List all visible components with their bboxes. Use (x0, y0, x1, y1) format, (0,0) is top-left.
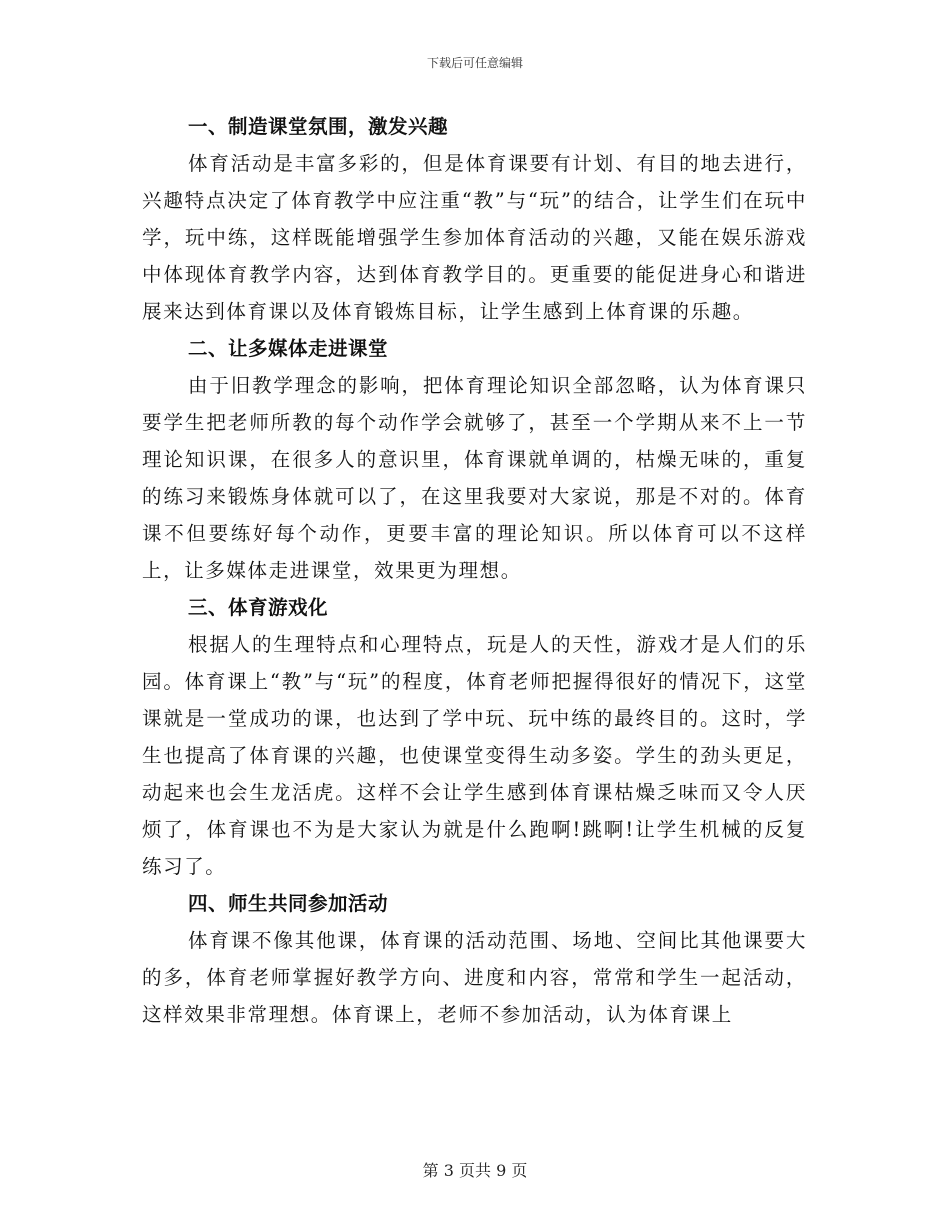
section-paragraph-3: 根据人的生理特点和心理特点，玩是人的天性，游戏才是人们的乐园。体育课上“教”与“玩”的程度，体育老师把握得很好的情况下，这堂课就是一堂成功的课，也达到了学中玩、玩中练的最终目的。这时，学生也提高了体育课的兴趣，也使课堂变得生动多姿。学生的劲头更足，动起来也会生龙活虎。这样不会让学生感到体育课枯燥乏味而又令人厌烦了，体育课也不为是大家认为就是什么跑啊!跳啊!让学生机械的反复练习了。 (142, 633, 807, 878)
section-heading-1: 一、制造课堂氛围，激发兴趣 (188, 115, 449, 138)
section-paragraph-1: 体育活动是丰富多彩的，但是体育课要有计划、有目的地去进行，兴趣特点决定了体育教学中应注重“教”与“玩”的结合，让学生们在玩中学，玩中练，这样既能增强学生参加体育活动的兴趣，又能在娱乐游戏中体现体育教学内容，达到体育教学目的。更重要的能促进身心和谐进展来达到体育课以及体育锻炼目标，让学生感到上体育课的乐趣。 (142, 152, 807, 323)
section-heading-2: 二、让多媒体走进课堂 (188, 337, 389, 360)
document-body (142, 108, 807, 1033)
section-paragraph-2: 由于旧教学理念的影响，把体育理论知识全部忽略，认为体育课只要学生把老师所教的每个动作学会就够了，甚至一个学期从来不上一节理论知识课，在很多人的意识里，体育课就单调的，枯燥无味的，重复的练习来锻炼身体就可以了，在这里我要对大家说，那是不对的。体育课不但要练好每个动作，更要丰富的理论知识。所以体育可以不这样上，让多媒体走进课堂，效果更为理想。 (142, 374, 807, 582)
section-heading-3: 三、体育游戏化 (188, 596, 329, 619)
page-header: 下载后可任意编辑 (426, 56, 523, 70)
section-paragraph-4: 体育课不像其他课，体育课的活动范围、场地、空间比其他课要大的多，体育老师掌握好教学方向、进度和内容，常常和学生一起活动，这样效果非常理想。体育课上，老师不参加活动，认为体育课上 (142, 929, 807, 1026)
section-heading-4: 四、师生共同参加活动 (188, 892, 389, 915)
page-footer: 第 3 页共 9 页 (422, 1161, 528, 1180)
